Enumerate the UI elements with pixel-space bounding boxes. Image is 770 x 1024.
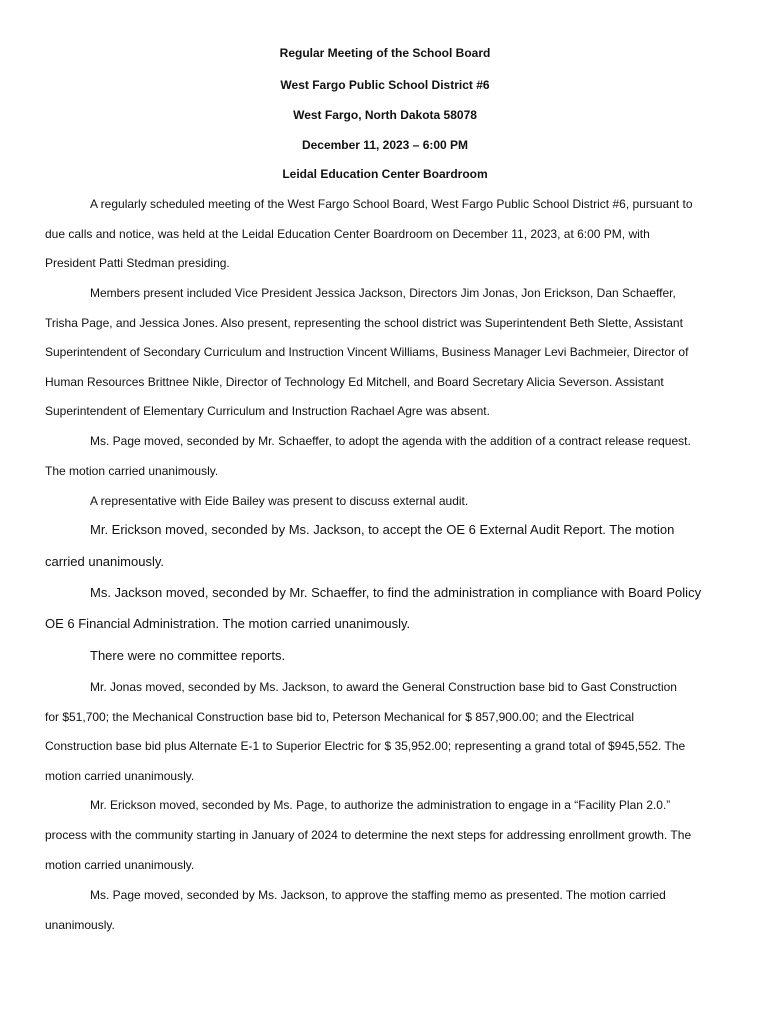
paragraph-line: A representative with Eide Bailey was present to discuss external audit. [90, 494, 469, 508]
meeting-date: December 11, 2023 – 6:00 PM [301, 138, 469, 152]
paragraph-line: Mr. Jonas moved, seconded by Ms. Jackson, to award the General Construction base bid to Gast Construction [90, 680, 677, 694]
paragraph-line: Superintendent of Elementary Curriculum and Instruction Rachael Agre was absent. [45, 404, 490, 418]
paragraph-line: unanimously. [45, 918, 115, 932]
paragraph-line: Ms. Page moved, seconded by Mr. Schaeffer, to adopt the agenda with the addition of a contract release request. [90, 434, 691, 448]
meeting-title: Regular Meeting of the School Board [279, 46, 491, 60]
paragraph-line: Construction base bid plus Alternate E-1 to Superior Electric for $ 35,952.00; representing a grand total of $945,552. The [45, 739, 686, 753]
paragraph-line: Mr. Erickson moved, seconded by Ms. Page, to authorize the administration to engage in a “Facility Plan 2.0.” [90, 798, 671, 812]
paragraph-line: Ms. Page moved, seconded by Ms. Jackson, to approve the staffing memo as presented. The motion carried [90, 888, 666, 902]
paragraph-line: motion carried unanimously. [45, 858, 195, 872]
paragraph-line: There were no committee reports. [90, 648, 286, 663]
paragraph-line: carried unanimously. [45, 554, 164, 569]
paragraph-line: due calls and notice, was held at the Leidal Education Center Boardroom on December 11, 2023, at 6:00 PM, with [45, 227, 650, 241]
paragraph-line: Ms. Jackson moved, seconded by Mr. Schaeffer, to find the administration in compliance with Board Policy [90, 585, 702, 600]
paragraph-line: Superintendent of Secondary Curriculum and Instruction Vincent Williams, Business Manager Levi Bachmeier, Director of [45, 345, 689, 359]
paragraph-line: President Patti Stedman presiding. [45, 256, 230, 270]
location-city: West Fargo, North Dakota 58078 [293, 108, 477, 122]
paragraph-line: The motion carried unanimously. [45, 464, 219, 478]
paragraph-line: OE 6 Financial Administration. The motion carried unanimously. [45, 616, 411, 631]
paragraph-line: A regularly scheduled meeting of the West Fargo School Board, West Fargo Public School District #6, pursuant to [90, 197, 693, 211]
paragraph-line: Human Resources Brittnee Nikle, Director of Technology Ed Mitchell, and Board Secretary Alicia Severson. Assistant [45, 375, 664, 389]
paragraph-line: process with the community starting in January of 2024 to determine the next steps for addressing enrollment growth. The [45, 828, 692, 842]
meeting-venue: Leidal Education Center Boardroom [282, 167, 488, 181]
paragraph-line: for $51,700; the Mechanical Construction base bid to, Peterson Mechanical for $ 857,900.00; and the Electrical [45, 710, 635, 724]
paragraph-line: Trisha Page, and Jessica Jones. Also present, representing the school district was Superintendent Beth Slette, Assistant [45, 316, 683, 330]
district-name: West Fargo Public School District #6 [280, 78, 490, 92]
paragraph-line: Mr. Erickson moved, seconded by Ms. Jackson, to accept the OE 6 External Audit Report. The motion [90, 522, 675, 537]
paragraph-line: motion carried unanimously. [45, 769, 195, 783]
paragraph-line: Members present included Vice President Jessica Jackson, Directors Jim Jonas, Jon Erickson, Dan Schaeffer, [90, 286, 676, 300]
